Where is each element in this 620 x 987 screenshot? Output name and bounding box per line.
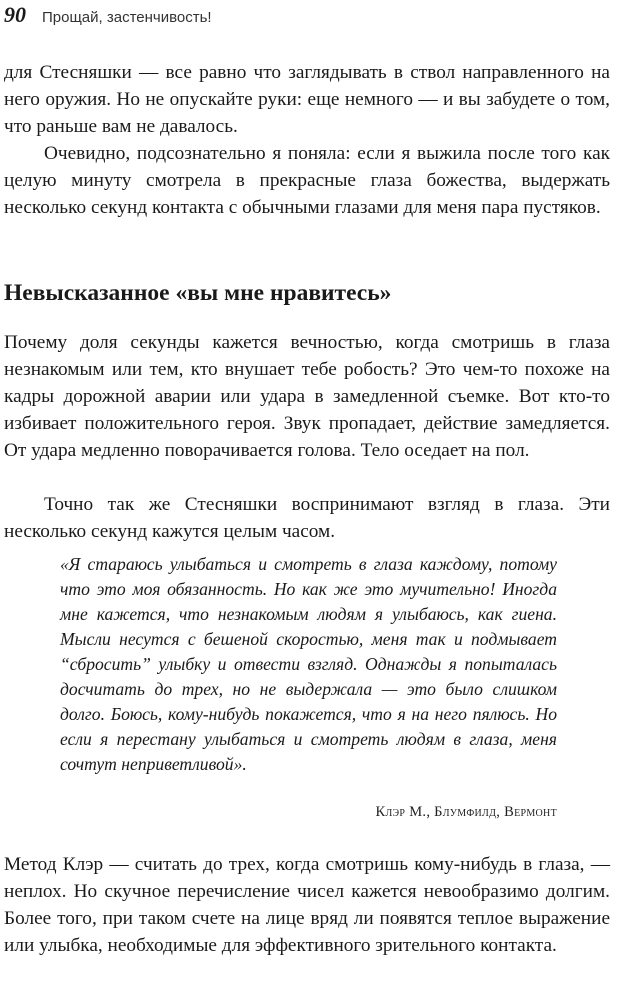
paragraph-eternity: Почему доля секунды кажется вечностью, когда смотришь в глаза незнакомым или тем, кто внушает тебе робость? Это чем-то похоже на кадры дорожной аварии или удара в замедленной съемке. Вот кто-то избивает положительного героя. Звук пропадает, действие замедляется. От удара медленно поворачивается голова. Тело оседает на пол.	[4, 332, 610, 461]
paragraph-gaze: Точно так же Стесняшки воспринимают взгляд в глаза. Эти несколько секунд кажутся целым часом.	[4, 494, 610, 542]
page-number: 90	[4, 2, 26, 27]
running-head	[4, 2, 212, 30]
section-heading: Невысказанное «вы мне нравитесь»	[4, 280, 392, 306]
paragraph-continued: для Стесняшки — все равно что заглядывать в ствол направленного на него оружия. Но не опускайте руки: еще немного — и вы забудете о том, что раньше вам не давалось.	[4, 62, 610, 137]
quote-attribution: Клэр М., Блумфилд, Вермонт	[375, 804, 557, 820]
paragraph-claire-method: Метод Клэр — считать до трех, когда смотришь кому-нибудь в глаза, — неплох. Но скучное перечисление чисел кажется невообразимо долгим. Более того, при таком счете на лице вряд ли появятся теплое выражение или улыбка, необходимые для эффективного зрительного контакта.	[4, 854, 610, 956]
testimonial-quote: «Я стараюсь улыбаться и смотреть в глаза каждому, потому что это моя обязанность. Но как же это мучительно! Иногда мне кажется, что незнакомым людям я улыбаюсь, как гиена. Мысли несутся с бешеной скоростью, меня так и подмывает “сбросить” улыбку и отвести взгляд. Однажды я попыталась досчитать до трех, но не выдержала — это было слишком долго. Боюсь, кому-нибудь покажется, что я на него пялюсь. Но если я перестану улыбаться и смотреть людям в глаза, меня сочтут неприветливой».	[60, 554, 557, 774]
book-title: Прощай, застенчивость!	[42, 9, 212, 26]
paragraph-subconscious: Очевидно, подсознательно я поняла: если я выжила после того как целую минуту смотрела в прекрасные глаза божества, выдержать несколько секунд контакта с обычными глазами для меня пара пустяков.	[4, 143, 610, 218]
